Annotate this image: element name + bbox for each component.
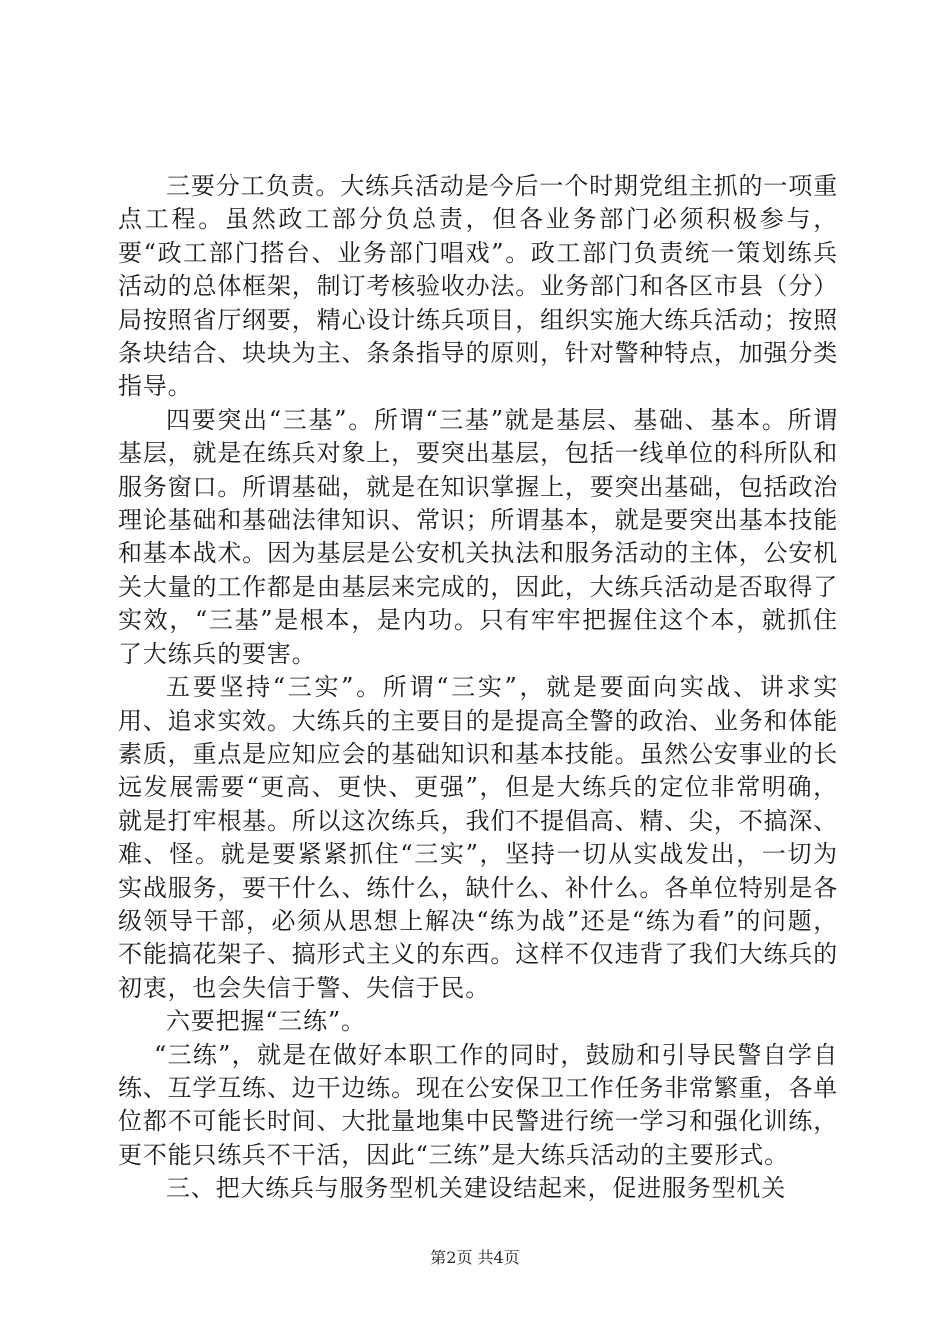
paragraph-three-basics: 四要突出“三基”。所谓“三基”就是基层、基础、基本。所谓基层，就是在练兵对象上，要突出基层，包括一线单位的科所队和服务窗口。所谓基础，就是在知识掌握上，要突出基础，包括政治理论基础和基础法律知识、常识；所谓基本，就是要突出基本技能和基本战术。因为基层是公安机关执法和服务活动的主体，公安机关大量的工作都是由基层来完成的，因此，大练兵活动是否取得了实效，“三基”是根本，是内功。只有牢牢把握住这个本，就抓住了大练兵的要害。 bbox=[118, 405, 838, 668]
document-body bbox=[118, 170, 838, 1206]
paragraph-division-of-duties: 三要分工负责。大练兵活动是今后一个时期党组主抓的一项重点工程。虽然政工部分负总责，但各业务部门必须积极参与，要“政工部门搭台、业务部门唱戏”。政工部门负责统一策划练兵活动的总体框架，制订考核验收办法。业务部门和各区市县（分）局按照省厅纲要，精心设计练兵项目，组织实施大练兵活动；按照条块结合、块块为主、条条指导的原则，针对警种特点，加强分类指导。 bbox=[118, 172, 838, 401]
page-number-footer: 第2页 共4页 bbox=[430, 1248, 520, 1267]
paragraph-three-practicals: 五要坚持“三实”。所谓“三实”，就是要面向实战、讲求实用、追求实效。大练兵的主要目的是提高全警的政治、业务和体能素质，重点是应知应会的基础知识和基本技能。虽然公安事业的长远发展需要“更高、更快、更强”，但是大练兵的定位非常明确，就是打牢根基。所以这次练兵，我们不提倡高、精、尖，不搞深、难、怪。就是要紧紧抓住“三实”，坚持一切从实战发出，一切为实战服务，要干什么、练什么，缺什么、补什么。各单位特别是各级领导干部，必须从思想上解决“练为战”还是“练为看”的问题，不能搞花架子、搞形式主义的东西。这样不仅违背了我们大练兵的初衷，也会失信于警、失信于民。 bbox=[118, 673, 838, 1002]
paragraph-three-trainings: “三练”，就是在做好本职工作的同时，鼓励和引导民警自学自练、互学互练、边干边练。现在公安保卫工作任务非常繁重，各单位都不可能长时间、大批量地集中民警进行统一学习和强化训练，更不能只练兵不干活，因此“三练”是大练兵活动的主要形式。 bbox=[118, 1040, 838, 1169]
paragraph-section-three: 三、把大练兵与服务型机关建设结起来，促进服务型机关 bbox=[166, 1174, 786, 1203]
paragraph-three-trainings-heading: 六要把握“三练”。 bbox=[166, 1007, 366, 1036]
